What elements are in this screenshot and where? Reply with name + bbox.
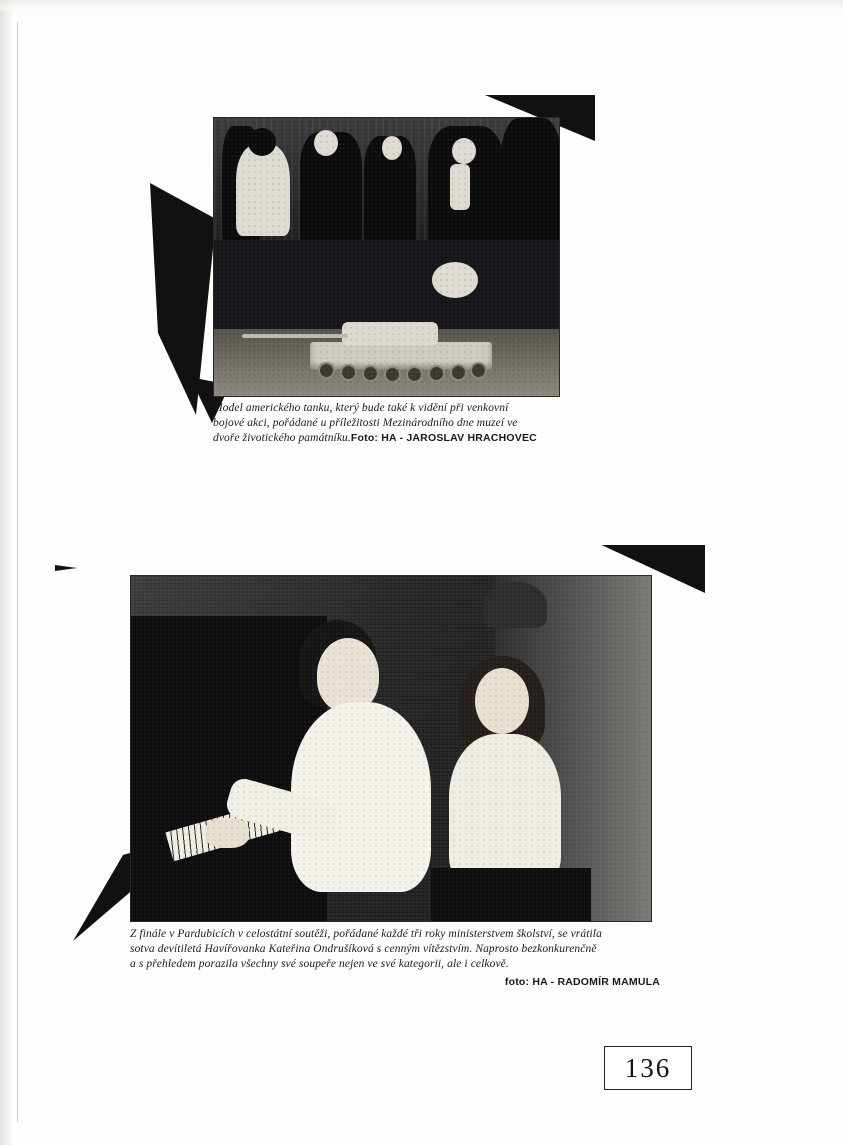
girl-head [317, 638, 379, 712]
person-head-child [248, 128, 276, 156]
tank-wheel [362, 365, 379, 382]
torn-edge-tick-left [55, 565, 77, 571]
newspaper-clipping-tank [150, 95, 580, 485]
caption-line: Model amerického tanku, který bude také k vidění při venkovní [213, 402, 509, 414]
caption-line: dvoře životického památníku. [213, 432, 351, 445]
person-child-white-shirt [236, 144, 290, 236]
tank-wheel [406, 366, 423, 383]
photo-credit: Foto: HA - JAROSLAV HRACHOVEC [350, 432, 537, 445]
tank-wheel [428, 365, 445, 382]
newspaper-clipping-piano [55, 545, 695, 988]
torn-edge-wedge-left [150, 183, 220, 415]
woman-dark-lap [431, 868, 591, 921]
tank-wheel [384, 366, 401, 383]
scan-fold-line [17, 22, 18, 1122]
photo-credit: foto: HA - RADOMÍR MAMULA [504, 975, 660, 988]
page-number: 136 [624, 1053, 672, 1083]
caption-line: Z finále v Pardubicích v celostátní soutěži, pořádané každé tři roky ministerstvem školství, se vrátila [130, 928, 602, 940]
caption-line: bojové akci, pořádané u příležitosti Mezinárodního dne muzeí ve [213, 417, 518, 430]
tank-wheel [470, 362, 487, 379]
press-photo-tank-model [213, 117, 560, 397]
press-photo-piano-girl [130, 575, 652, 922]
woman-head [475, 668, 529, 734]
person-face-right [452, 138, 476, 164]
tank-model-turret [342, 322, 438, 346]
caption-piano [130, 927, 660, 989]
caption-tank [213, 401, 563, 447]
person-shirt-right [450, 164, 470, 210]
wall-decoration-plant [483, 582, 547, 628]
girl-hand [205, 818, 249, 848]
tank-wheel [340, 364, 357, 381]
person-head-foreground [432, 262, 478, 298]
person-face-center-right [382, 136, 402, 160]
woman-white-shirt [449, 734, 561, 884]
caption-line-with-credit [213, 431, 563, 446]
tank-wheel [318, 362, 335, 379]
tank-wheel [450, 364, 467, 381]
caption-line: sotva devítiletá Havířovanka Kateřina Ondrušíková s cenným vítězstvím. Naprosto bezkonkurenčně [130, 943, 597, 956]
scan-edge-shadow-top [0, 0, 843, 10]
scan-edge-shadow-left [0, 0, 14, 1145]
page-number-box [604, 1046, 692, 1090]
tank-model-barrel [242, 334, 348, 338]
caption-line: a s přehledem porazila všechny své soupeře nejen ve své kategorii, ale i celkově. [130, 958, 509, 971]
person-face-center [314, 130, 338, 156]
